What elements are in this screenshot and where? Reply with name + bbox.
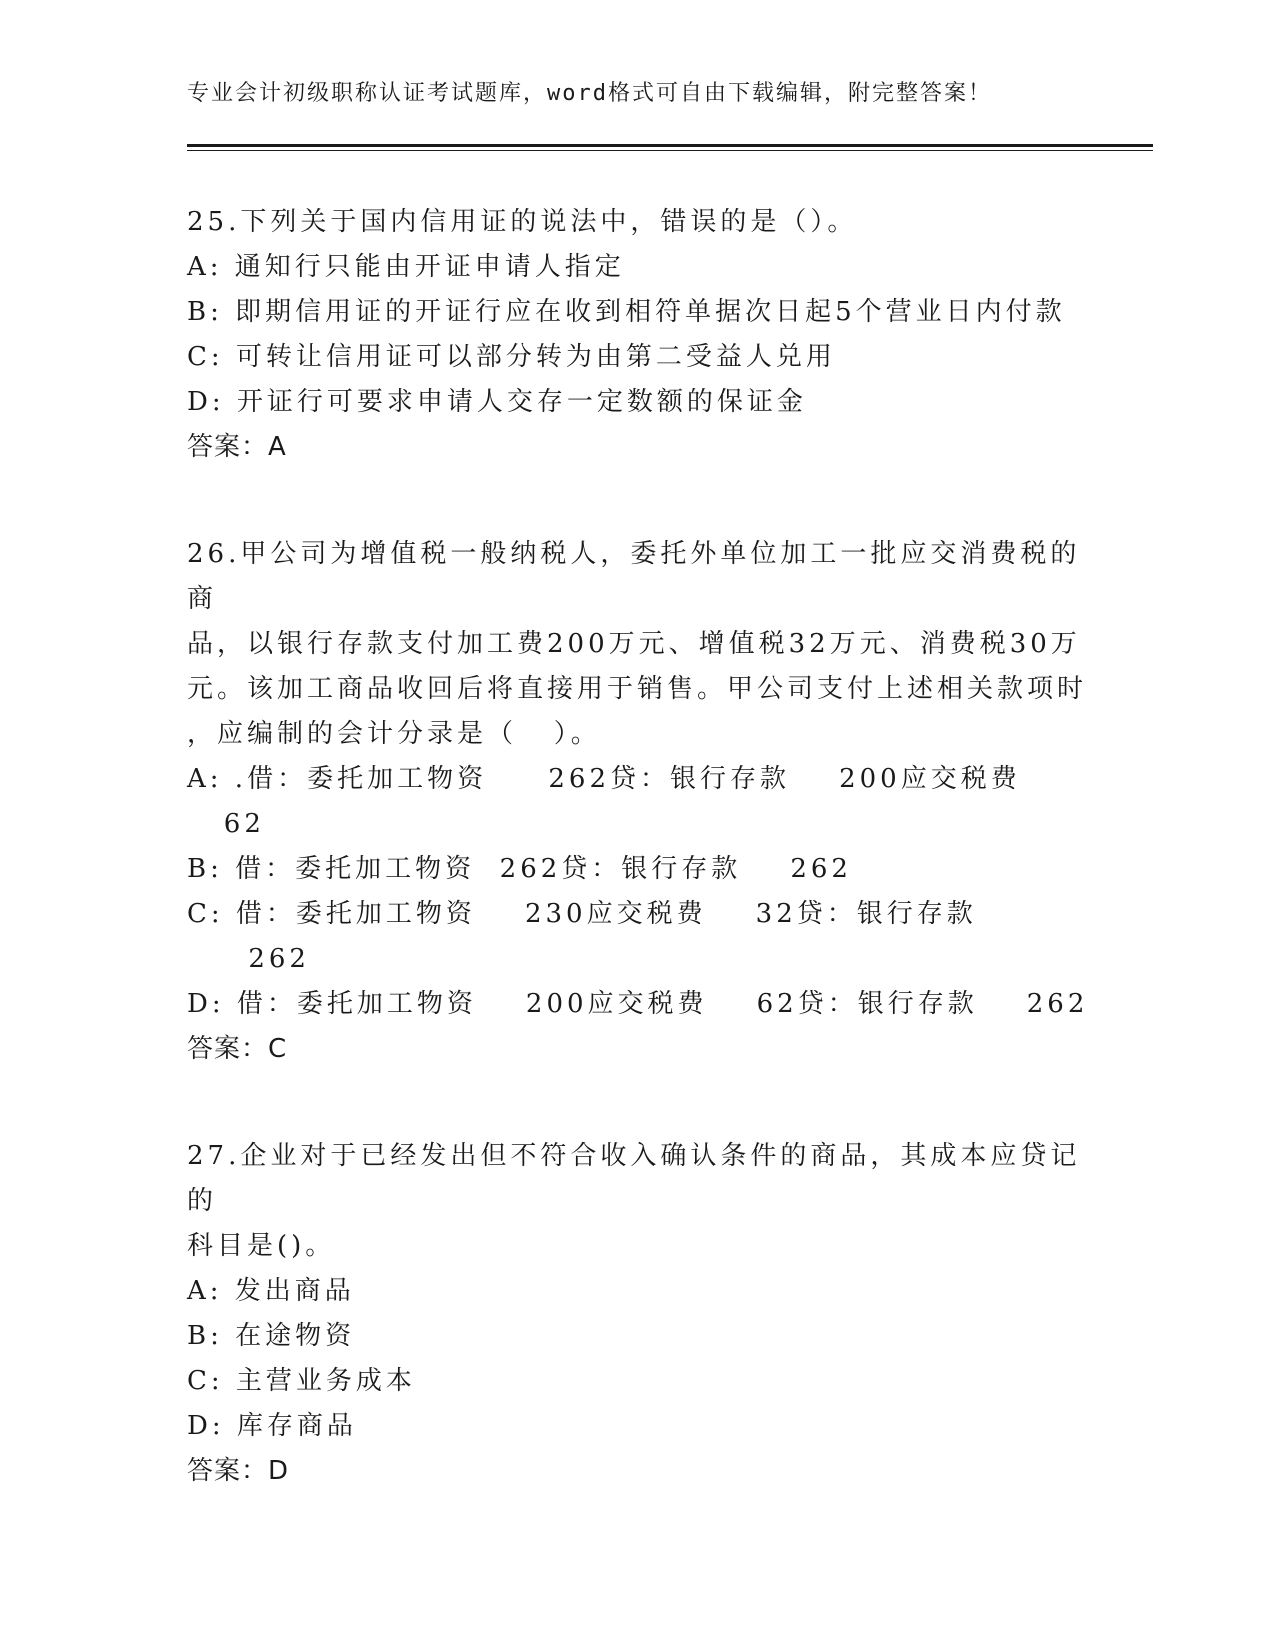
header-title: 专业会计初级职称认证考试题库，word格式可自由下载编辑，附完整答案！	[187, 81, 992, 106]
header-divider-thin	[187, 150, 1153, 151]
option-d: D: 库存商品	[187, 1411, 357, 1441]
question-stem-line-3: 元。该加工商品收回后将直接用于销售。甲公司支付上述相关款项时	[187, 674, 1088, 704]
option-a: A: 通知行只能由开证申请人指定	[187, 252, 625, 282]
option-d: D: 借：委托加工物资 200应交税费 62贷：银行存款 262	[187, 989, 1089, 1019]
question-stem-line-2: 科目是()。	[187, 1231, 336, 1261]
option-a: A: 发出商品	[187, 1276, 355, 1306]
question-27	[187, 1134, 1087, 1494]
question-stem-line-4: ，应编制的会计分录是（ ）。	[187, 719, 601, 749]
option-d: D: 开证行可要求申请人交存一定数额的保证金	[187, 387, 807, 417]
option-b: B: 在途物资	[187, 1321, 356, 1351]
option-c: C: 可转让信用证可以部分转为由第二受益人兑用	[187, 342, 836, 372]
header-divider-thick	[187, 144, 1153, 147]
option-c-continuation: 262	[187, 944, 310, 974]
question-list	[187, 200, 1087, 1556]
question-stem-line-1: 27.企业对于已经发出但不符合收入确认条件的商品，其成本应贷记的	[187, 1141, 1081, 1216]
option-a: A: .借：委托加工物资 262贷：银行存款 200应交税费	[187, 764, 1021, 794]
question-stem: 25.下列关于国内信用证的说法中，错误的是（）。	[187, 207, 858, 237]
option-c: C: 借：委托加工物资 230应交税费 32贷：银行存款	[187, 899, 977, 929]
option-c: C: 主营业务成本	[187, 1366, 416, 1396]
answer-line: 答案：A	[187, 432, 287, 462]
question-26	[187, 532, 1087, 1072]
option-b: B: 借：委托加工物资 262贷：银行存款 262	[187, 854, 852, 884]
answer-line: 答案：C	[187, 1034, 288, 1064]
option-b: B: 即期信用证的开证行应在收到相符单据次日起5个营业日内付款	[187, 297, 1066, 327]
question-stem-line-1: 26.甲公司为增值税一般纳税人，委托外单位加工一批应交消费税的商	[187, 539, 1081, 614]
question-25	[187, 200, 1087, 470]
option-a-continuation: 62	[187, 809, 265, 839]
question-stem-line-2: 品，以银行存款支付加工费200万元、增值税32万元、消费税30万	[187, 629, 1081, 659]
answer-line: 答案：D	[187, 1456, 290, 1486]
